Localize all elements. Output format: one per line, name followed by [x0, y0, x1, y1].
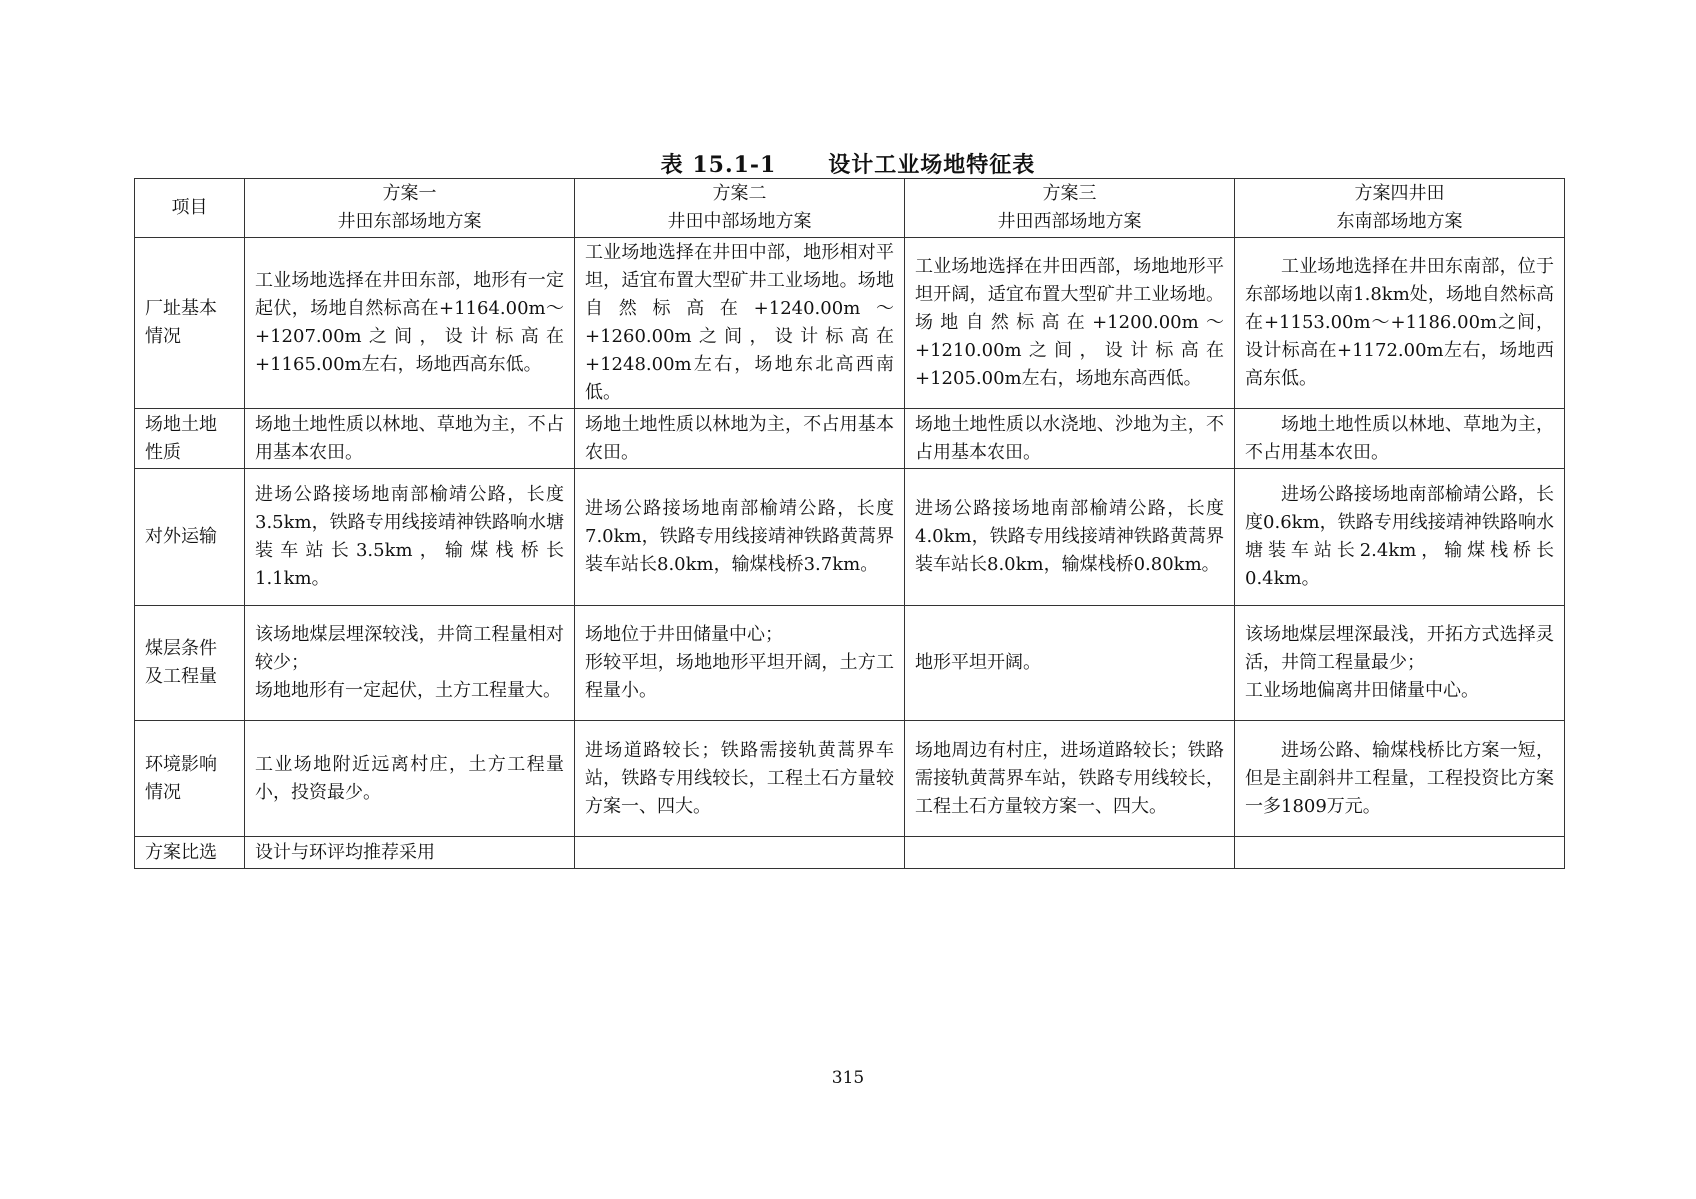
- header-plan-3-line-1: 方案三: [1042, 183, 1097, 204]
- table-row: [135, 606, 1565, 721]
- header-plan-4-line-1: 方案四井田: [1354, 183, 1445, 204]
- table-row: [135, 837, 1565, 869]
- header-plan-1-line-2: 井田东部场地方案: [337, 211, 482, 232]
- cell-plan-3: 场地周边有村庄，进场道路较长；铁路需接轨黄蒿界车站，铁路专用线较长，工程土石方量较方案一、四大。: [905, 721, 1235, 837]
- cell-plan-3: 工业场地选择在井田西部，场地地形平坦开阔，适宜布置大型矿井工业场地。场地自然标高在+1200.00m～+1210.00m之间，设计标高在+1205.00m左右，场地东高西低。: [905, 238, 1235, 409]
- site-feature-table: [134, 178, 1565, 869]
- table-row: [135, 721, 1565, 837]
- cell-plan-2: [575, 837, 905, 869]
- header-plan-1-line-1: 方案一: [382, 183, 437, 204]
- cell-plan-4: [1235, 837, 1565, 869]
- header-plan-2: [575, 179, 905, 238]
- cell-plan-1: 进场公路接场地南部榆靖公路，长度3.5km，铁路专用线接靖神铁路响水塘装车站长3.5km，输煤栈桥长1.1km。: [245, 469, 575, 606]
- header-item: 项目: [135, 179, 245, 238]
- row-label-environmental-impact: 环境影响情况: [135, 721, 245, 837]
- header-plan-2-line-2: 井田中部场地方案: [667, 211, 812, 232]
- cell-plan-3: [905, 837, 1235, 869]
- cell-plan-3: 进场公路接场地南部榆靖公路，长度4.0km，铁路专用线接靖神铁路黄蒿界装车站长8.0km，输煤栈桥0.80km。: [905, 469, 1235, 606]
- table-row: [135, 469, 1565, 606]
- page-number: 315: [831, 1068, 865, 1088]
- cell-plan-1: 该场地煤层埋深较浅，井筒工程量相对较少； 场地地形有一定起伏，土方工程量大。: [245, 606, 575, 721]
- cell-plan-4: 场地土地性质以林地、草地为主，不占用基本农田。: [1235, 409, 1565, 469]
- cell-plan-4: 进场公路、输煤栈桥比方案一短，但是主副斜井工程量，工程投资比方案一多1809万元。: [1235, 721, 1565, 837]
- row-label-plan-comparison: 方案比选: [135, 837, 245, 869]
- table-caption: 表 15.1-1 设计工业场地特征表: [660, 152, 1036, 178]
- cell-plan-4: 该场地煤层埋深最浅，开拓方式选择灵活，井筒工程量最少； 工业场地偏离井田储量中心。: [1235, 606, 1565, 721]
- header-plan-4: [1235, 179, 1565, 238]
- header-plan-2-line-1: 方案二: [712, 183, 767, 204]
- cell-plan-1: 场地土地性质以林地、草地为主，不占用基本农田。: [245, 409, 575, 469]
- row-label-external-transport: 对外运输: [135, 469, 245, 606]
- cell-plan-1: 设计与环评均推荐采用: [245, 837, 575, 869]
- cell-plan-2: 场地土地性质以林地为主，不占用基本农田。: [575, 409, 905, 469]
- header-plan-3: [905, 179, 1235, 238]
- table-row: [135, 409, 1565, 469]
- cell-plan-2: 进场道路较长；铁路需接轨黄蒿界车站，铁路专用线较长，工程土石方量较方案一、四大。: [575, 721, 905, 837]
- cell-plan-3: 地形平坦开阔。: [905, 606, 1235, 721]
- row-label-land-nature: 场地土地性质: [135, 409, 245, 469]
- cell-plan-1: 工业场地选择在井田东部，地形有一定起伏，场地自然标高在+1164.00m～+1207.00m之间，设计标高在+1165.00m左右，场地西高东低。: [245, 238, 575, 409]
- cell-plan-2: 工业场地选择在井田中部，地形相对平坦，适宜布置大型矿井工业场地。场地自然标高在+1240.00m～+1260.00m之间，设计标高在+1248.00m左右，场地东北高西南低。: [575, 238, 905, 409]
- cell-plan-2: 进场公路接场地南部榆靖公路，长度7.0km，铁路专用线接靖神铁路黄蒿界装车站长8.0km，输煤栈桥3.7km。: [575, 469, 905, 606]
- row-label-coal-seam-conditions: 煤层条件及工程量: [135, 606, 245, 721]
- cell-plan-4: 进场公路接场地南部榆靖公路，长度0.6km，铁路专用线接靖神铁路响水塘装车站长2.4km，输煤栈桥长0.4km。: [1235, 469, 1565, 606]
- cell-plan-2: 场地位于井田储量中心； 形较平坦，场地地形平坦开阔，土方工程量小。: [575, 606, 905, 721]
- header-plan-4-line-2: 东南部场地方案: [1336, 211, 1463, 232]
- row-label-site-basics: 厂址基本情况: [135, 238, 245, 409]
- header-plan-1: [245, 179, 575, 238]
- cell-plan-3: 场地土地性质以水浇地、沙地为主，不占用基本农田。: [905, 409, 1235, 469]
- table-row: [135, 238, 1565, 409]
- header-plan-3-line-2: 井田西部场地方案: [997, 211, 1142, 232]
- table-header-row: [135, 179, 1565, 238]
- cell-plan-4: 工业场地选择在井田东南部，位于东部场地以南1.8km处，场地自然标高在+1153.00m～+1186.00m之间，设计标高在+1172.00m左右，场地西高东低。: [1235, 238, 1565, 409]
- cell-plan-1: 工业场地附近远离村庄，土方工程量小，投资最少。: [245, 721, 575, 837]
